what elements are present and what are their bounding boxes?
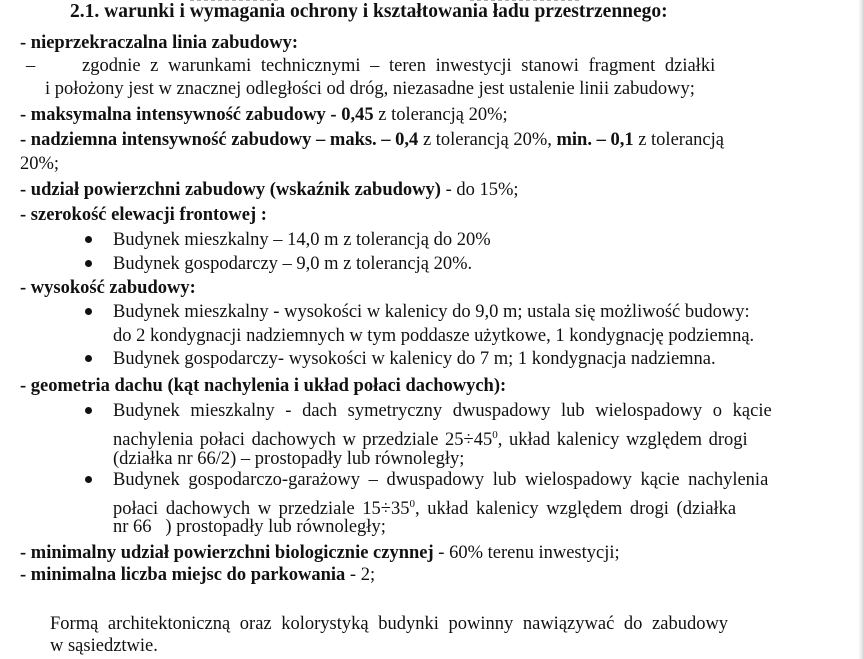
building-coverage-line — [20, 178, 519, 202]
parking-spaces-line — [20, 563, 375, 587]
roof-geometry-title: - geometria dachu (kąt nachylenia i układ połaci dachowych): — [20, 376, 507, 396]
closing-paragraph-line-1: Formą architektoniczną oraz kolorystyką budynki powinny nawiązywać do zabudowy — [50, 614, 729, 634]
building-height-item-1-line-2: do 2 kondygnacji nadziemnych w tym poddasze użytkowe, 1 kondygnację podziemną. — [113, 326, 755, 346]
building-coverage-label: - udział powierzchni zabudowy (wskaźnik zabudowy) — [20, 180, 441, 200]
building-line-dash: – — [26, 56, 36, 76]
bullet-icon — [85, 476, 92, 483]
bullet-icon — [85, 260, 92, 267]
aboveground-intensity-tol-2: z tolerancją — [633, 130, 724, 150]
bullet-icon — [85, 308, 92, 315]
roof-angle-range-2: połaci dachowych w przedziale 15÷35 — [113, 499, 410, 520]
max-intensity-tolerance: z tolerancją 20%; — [373, 105, 508, 125]
biologically-active-area-label: - minimalny udział powierzchni biologicznie czynnej — [20, 543, 434, 563]
building-coverage-value: - do 15%; — [440, 180, 519, 200]
roof-ridge-orientation-1: , układ kalenicy względem drogi — [497, 430, 748, 451]
facade-width-title: - szerokość elewacji frontowej : — [20, 205, 267, 225]
roof-geometry-item-1-line-3: (działka nr 66/2) – prostopadły lub równoległy; — [113, 449, 465, 469]
biologically-active-area-line — [20, 541, 620, 565]
bullet-icon — [85, 407, 92, 414]
facade-width-item-2: Budynek gospodarczy – 9,0 m z tolerancją 20%. — [113, 254, 473, 274]
section-heading: 2.1. warunki i wymagania ochrony i kształtowania ładu przestrzennego: — [70, 1, 668, 22]
roof-geometry-item-2-line-3: nr 66 ) prostopadły lub równoległy; — [113, 517, 386, 537]
facade-width-item-1: Budynek mieszkalny – 14,0 m z tolerancją do 20% — [113, 230, 491, 250]
bullet-icon — [85, 236, 92, 243]
aboveground-intensity-line — [20, 128, 724, 152]
aboveground-intensity-max: - nadziemna intensywność zabudowy – maks. – 0,4 — [20, 130, 419, 150]
max-intensity-label: - maksymalna intensywność zabudowy - 0,45 — [20, 105, 374, 125]
roof-geometry-item-2-line-1: Budynek gospodarczo-garażowy – dwuspadowy lub wielospadowy kącie nachylenia — [113, 470, 769, 490]
building-line-text-1: zgodnie z warunkami technicznymi – teren inwestycji stanowi fragment działki — [82, 56, 716, 76]
scan-edge-shadow — [858, 0, 864, 659]
parking-spaces-value: - 2; — [345, 565, 376, 585]
roof-ridge-orientation-2: , układ kalenicy względem drogi (działka — [414, 499, 737, 520]
building-height-item-2: Budynek gospodarczy- wysokości w kalenicy do 7 m; 1 kondygnacja nadziemna. — [113, 349, 716, 369]
bullet-icon — [85, 355, 92, 362]
building-line-text-2: i położony jest w znacznej odległości od dróg, niezasadne jest ustalenie linii zabudowy; — [45, 79, 695, 99]
building-height-title: - wysokość zabudowy: — [20, 278, 196, 298]
closing-paragraph-line-2: w sąsiedztwie. — [50, 636, 158, 656]
aboveground-intensity-min: min. – 0,1 — [551, 130, 634, 150]
aboveground-intensity-continuation: 20%; — [20, 154, 60, 174]
roof-angle-range-1: nachylenia połaci dachowych w przedziale 25÷45 — [113, 430, 493, 451]
building-line-title: - nieprzekraczalna linia zabudowy: — [20, 33, 299, 53]
aboveground-intensity-tol-1: z tolerancją 20%, — [418, 130, 552, 150]
degree-superscript: 0 — [409, 498, 415, 510]
max-intensity-line — [20, 103, 508, 127]
roof-geometry-item-1-line-1: Budynek mieszkalny - dach symetryczny dwuspadowy lub wielospadowy o kącie — [113, 401, 772, 421]
biologically-active-area-value: - 60% terenu inwestycji; — [433, 543, 620, 563]
building-height-item-1-line-1: Budynek mieszkalny - wysokości w kalenicy do 9,0 m; ustala się możliwość budowy: — [113, 302, 750, 322]
parking-spaces-label: - minimalna liczba miejsc do parkowania — [20, 565, 346, 585]
degree-superscript: 0 — [492, 429, 498, 441]
